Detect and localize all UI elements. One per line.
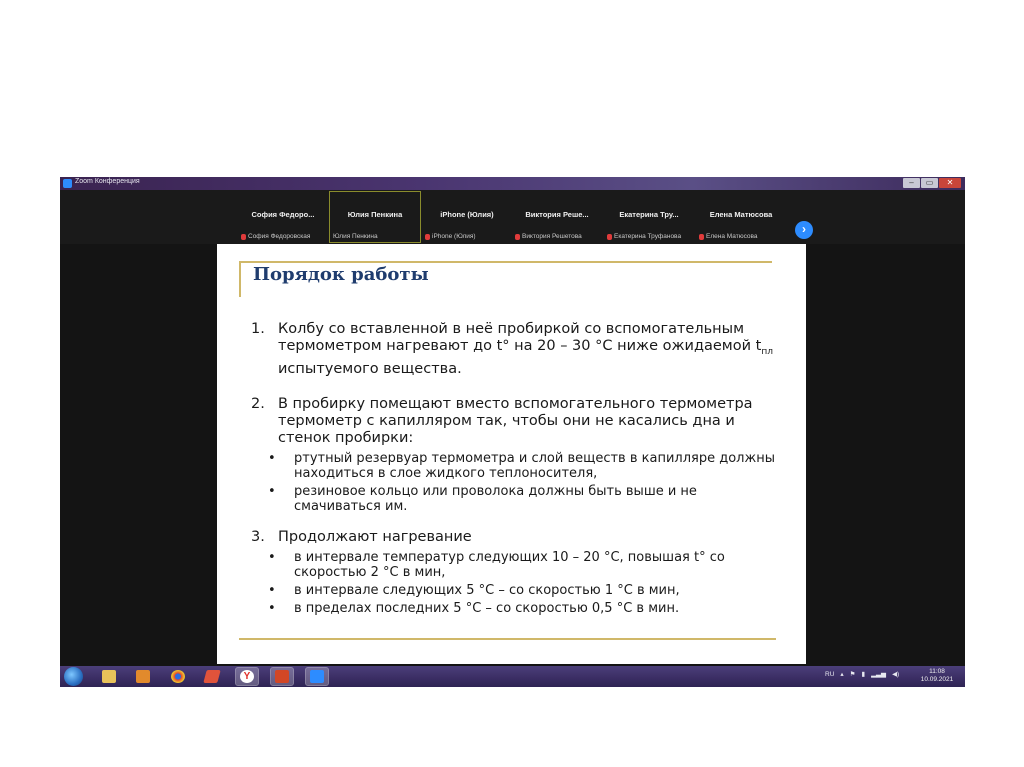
muted-mic-icon	[241, 234, 246, 240]
yandex-browser-icon[interactable]: Y	[236, 668, 258, 685]
participant-label: Виктория Решетова	[522, 233, 582, 240]
explorer-icon[interactable]	[98, 668, 120, 685]
close-icon[interactable]: ✕	[939, 178, 961, 188]
item-text: Колбу со вставленной в неё пробиркой со вспомогательным термометром нагревают до t° на 20 – 30 °С ниже ожидаемой $t_{пл}$ испытуемого вещества.	[278, 321, 773, 377]
item-number: 3.	[251, 528, 265, 545]
window-controls	[903, 178, 961, 188]
muted-mic-icon	[607, 234, 612, 240]
participant-tile[interactable]	[512, 192, 602, 242]
participant-tile[interactable]	[238, 192, 328, 242]
bottom-rule	[239, 638, 776, 640]
bullet-icon: •	[268, 549, 276, 565]
chevron-right-icon: ›	[802, 222, 806, 236]
muted-mic-icon	[515, 234, 520, 240]
chrome-icon[interactable]	[167, 668, 189, 685]
network-icon[interactable]: ▂▃▅	[871, 671, 887, 678]
item-text: В пробирку помещают вместо вспомогательного термометра термометр с капилляром так, чтобы они не касались дна и стенок пробирки:	[278, 395, 753, 446]
participants-strip	[60, 190, 965, 244]
bullet-item: • резиновое кольцо или проволока должны быть выше и не смачиваться им.	[268, 483, 697, 514]
participant-label: Елена Матюсова	[706, 233, 758, 240]
participant-label: iPhone (Юлия)	[432, 233, 476, 240]
bullet-item: • в интервале температур следующих 10 – 20 °С, повышая t° со скоростью 2 °С в мин,	[268, 549, 725, 580]
flag-icon[interactable]: ⚑	[849, 671, 856, 678]
volume-icon[interactable]: ◀)	[892, 671, 900, 678]
participant-name: iPhone (Юлия)	[440, 210, 494, 219]
start-icon[interactable]	[64, 667, 83, 686]
participant-name: Екатерина Тру...	[619, 210, 679, 219]
slide-title: Порядок работы	[253, 264, 429, 285]
clock-time: 11:08	[929, 668, 945, 675]
window-titlebar	[60, 177, 965, 190]
bullet-item: • в пределах последних 5 °С – со скоростью 0,5 °С в мин.	[268, 600, 680, 616]
tray-arrow-icon[interactable]: ▴	[840, 671, 844, 678]
minimize-icon[interactable]: –	[903, 178, 920, 188]
bullet-icon: •	[268, 483, 276, 499]
list-item	[251, 321, 776, 378]
participant-tile[interactable]	[422, 192, 512, 242]
clock-date: 10.09.2021	[920, 676, 954, 683]
title-rule	[239, 261, 772, 263]
taskbar-clock[interactable]	[915, 668, 959, 684]
bullet-icon: •	[268, 582, 276, 598]
app-icon[interactable]	[201, 668, 223, 685]
item-number: 1.	[251, 321, 265, 337]
next-page-button[interactable]	[795, 221, 813, 239]
window-title: Zoom Конференция	[75, 178, 140, 185]
list-item	[251, 396, 776, 447]
system-tray	[825, 670, 899, 678]
media-player-icon[interactable]	[132, 668, 154, 685]
participant-tile-active[interactable]	[330, 192, 420, 242]
bullet-icon: •	[268, 600, 276, 616]
bullet-item: • в интервале следующих 5 °С – со скоростью 1 °С в мин,	[268, 582, 680, 598]
slide-content	[251, 321, 776, 619]
title-rule-vertical	[239, 261, 241, 297]
presentation-slide	[217, 244, 806, 664]
windows-taskbar	[60, 666, 965, 687]
bullet-item: • ртутный резервуар термометра и слой веществ в капилляре должны находиться в слое жидкого теплоносителя,	[268, 450, 775, 481]
participant-name: София Федоро...	[251, 210, 315, 219]
participant-name: Елена Матюсова	[709, 210, 773, 219]
participant-label: София Федоровская	[248, 233, 311, 240]
bullet-icon: •	[268, 450, 276, 466]
list-item	[251, 529, 776, 546]
item-text: Продолжают нагревание	[278, 528, 472, 545]
zoom-icon[interactable]	[306, 668, 328, 685]
participant-name: Юлия Пенкина	[347, 210, 403, 219]
participant-tile[interactable]	[696, 192, 786, 242]
maximize-icon[interactable]: ▭	[921, 178, 938, 188]
participant-label: Екатерина Труфанова	[614, 233, 682, 240]
muted-mic-icon	[425, 234, 430, 240]
item-number: 2.	[251, 395, 265, 412]
zoom-logo-icon	[63, 179, 72, 188]
powerpoint-icon[interactable]	[271, 668, 293, 685]
muted-mic-icon	[699, 234, 704, 240]
language-indicator[interactable]: RU	[825, 670, 835, 678]
participant-name: Виктория Реше...	[525, 210, 589, 219]
participant-label: Юлия Пенкина	[333, 233, 378, 240]
power-icon[interactable]: ▮	[861, 671, 866, 678]
zoom-window	[60, 177, 965, 687]
participant-tile[interactable]	[604, 192, 694, 242]
